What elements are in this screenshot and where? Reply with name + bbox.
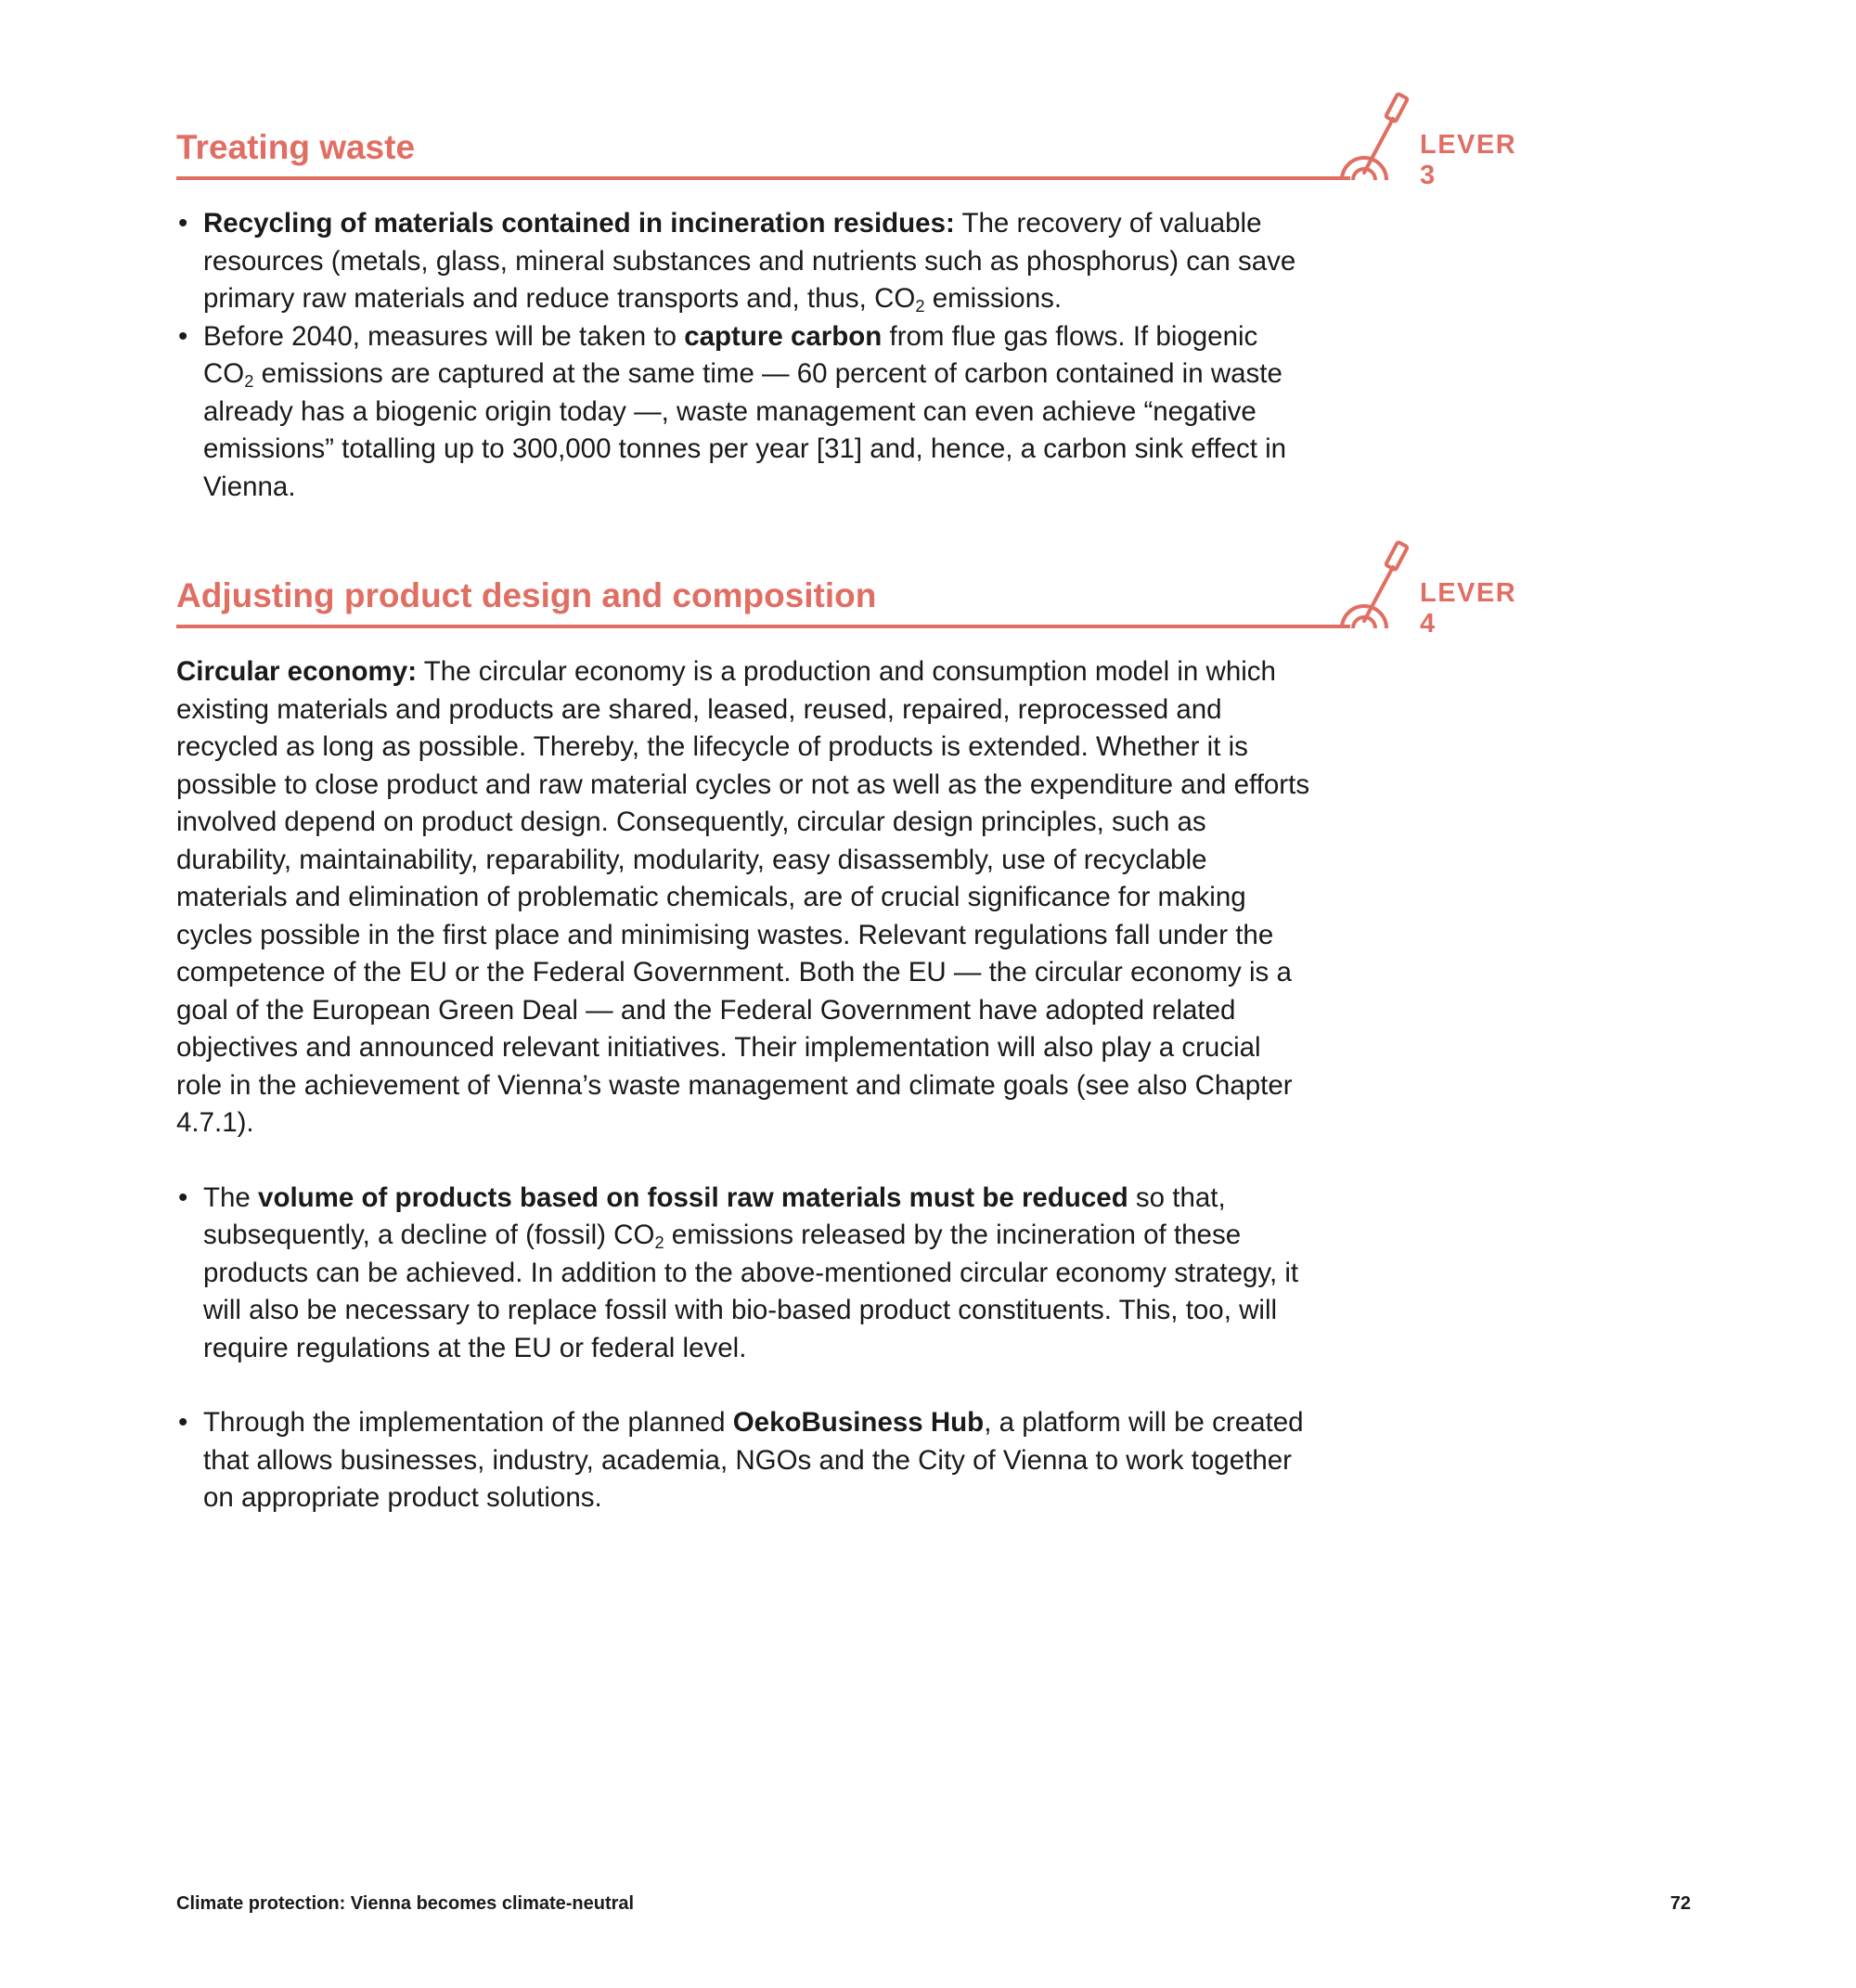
body-text: The circular economy is a production and consumption model in which existing materials and products are shared, leased, reused, repaired, reprocessed and recycled as long as possible. Thereby, the lifecycle of products is extended. Whether it is possible to close product and raw material cycles or not as well as the expenditure and efforts involved depend on product design. Consequently, circular design principles, such as durability, maintainability, reparability, modularity, easy disassembly, use of recyclable materials and elimination of problematic chemicals, are of crucial significance for making cycles possible in the first place and minimising wastes. Relevant regulations fall under the competence of the EU or the Federal Government. Both the EU — the circular economy is a goal of the European Green Deal — and the Federal Government have adopted related objectives and announced relevant initiatives. Their implementation will also play a crucial role in the achievement of Vienna’s waste management and climate goals (see also Chapter 4.7.1). bbox=[176, 656, 1310, 1138]
subscript: 2 bbox=[915, 296, 925, 316]
bold-text: Recycling of materials contained in incineration residues: bbox=[203, 208, 955, 239]
bold-text: OekoBusiness Hub bbox=[732, 1407, 985, 1438]
subscript: 2 bbox=[244, 371, 254, 392]
bullet-marker: • bbox=[178, 320, 188, 352]
page-number: 72 bbox=[1669, 1893, 1691, 1914]
bullet-marker: • bbox=[178, 1407, 188, 1438]
list-item bbox=[176, 205, 1313, 318]
list-item bbox=[176, 318, 1313, 507]
section-title: Adjusting product design and composition bbox=[176, 576, 877, 614]
list-item bbox=[176, 1180, 1313, 1368]
intro-paragraph bbox=[176, 653, 1313, 1142]
section-title: Treating waste bbox=[176, 128, 416, 166]
lever-icon bbox=[1336, 84, 1411, 187]
bullet-list bbox=[176, 1180, 1313, 1368]
bullet-marker: • bbox=[178, 1181, 188, 1213]
body-text: The bbox=[203, 1181, 259, 1213]
list-item bbox=[176, 1404, 1313, 1517]
bullet-list bbox=[176, 205, 1313, 506]
bold-text: Circular economy: bbox=[176, 656, 418, 687]
body-text: so that, subsequently, a decline of (fossil) CO bbox=[203, 1181, 1226, 1250]
body-text: Before 2040, measures will be taken to bbox=[203, 320, 685, 352]
footer-title: Climate protection: Vienna becomes climate-neutral bbox=[176, 1893, 635, 1914]
body-text: emissions released by the incineration of these products can be achieved. In addition to the above-mentioned circular economy strategy, it will also be necessary to replace fossil with bio-based product constituents. This, too, will require regulations at the EU or federal level. bbox=[203, 1220, 1299, 1363]
section-header bbox=[176, 111, 1531, 190]
section-body bbox=[176, 653, 1313, 1517]
body-text: emissions are captured at the same time — 60 percent of carbon contained in waste already has a biogenic origin today —, waste management can even achieve “negative emissions” totalling up to 300,000 tonnes per year [31] and, hence, a carbon sink effect in Vienna. bbox=[203, 358, 1287, 502]
section-body bbox=[176, 205, 1313, 506]
bullet-list bbox=[176, 1404, 1313, 1517]
bold-text: volume of products based on fossil raw materials must be reduced bbox=[258, 1181, 1128, 1213]
body-text: from flue gas flows. If biogenic CO bbox=[203, 320, 1258, 389]
body-text: , a platform will be created that allows businesses, industry, academia, NGOs and the City of Vienna to work together on appropriate product solutions. bbox=[203, 1407, 1304, 1513]
subscript: 2 bbox=[654, 1233, 664, 1253]
bullet-marker: • bbox=[178, 208, 188, 239]
header-rule bbox=[176, 625, 1350, 628]
header-rule bbox=[176, 176, 1350, 180]
bold-text: capture carbon bbox=[684, 320, 883, 352]
lever-label: LEVER 3 bbox=[1420, 130, 1517, 190]
section-treating-waste bbox=[176, 111, 1531, 506]
body-text: emissions. bbox=[924, 283, 1063, 314]
lever-label: LEVER 4 bbox=[1420, 578, 1517, 639]
section-header bbox=[176, 560, 1531, 639]
body-text: Through the implementation of the planned bbox=[203, 1407, 733, 1438]
lever-icon bbox=[1336, 532, 1411, 636]
body-text: The recovery of valuable resources (metals, glass, mineral substances and nutrients such as phosphorus) can save primary raw materials and reduce transports and, thus, CO bbox=[203, 208, 1296, 314]
section-product-design bbox=[176, 560, 1531, 1517]
